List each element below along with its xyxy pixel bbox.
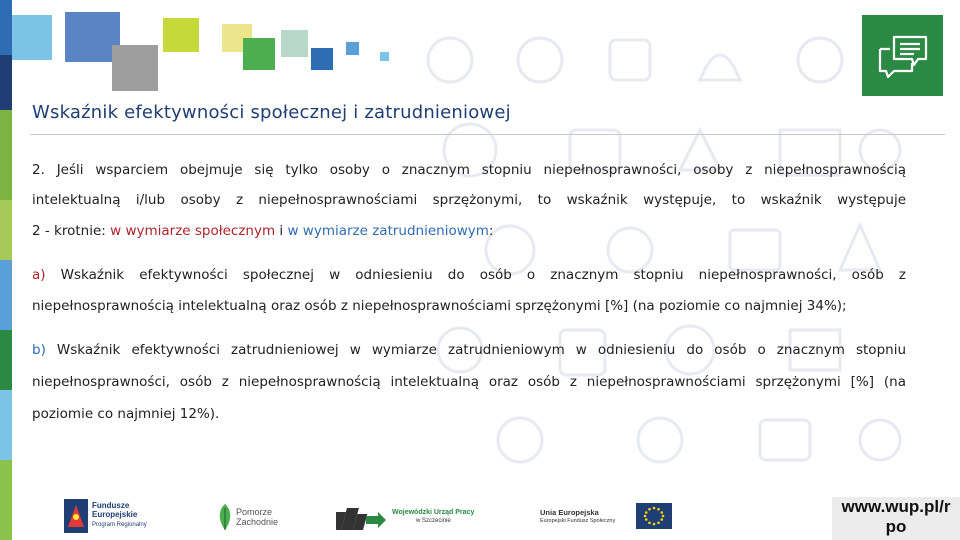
social-dimension-text: w wymiarze społecznym [110,223,276,239]
pomorze-zachodnie-logo: Pomorze Zachodnie [216,500,286,540]
item-b-marker: b) [32,342,46,358]
wup-blocks-icon [336,504,386,532]
unia-europejska-logo: Unia Europejska Europejski Fundusz Społeczny [540,500,680,540]
item-a-marker: a) [32,267,46,283]
wup-szczecin-logo: Wojewódzki Urząd Pracy w Szczecinie [336,500,486,540]
intro-line-1: 2. Jeśli wsparciem obejmuje się tylko osoby o znacznym stopniu niepełnosprawności, osoby z niepełnosprawnością [32,162,906,178]
fundusze-europejskie-logo: Fundusze Europejskie Program Regionalny [64,497,164,537]
item-a-line-2: niepełnosprawnością intelektualną oraz osób z niepełnosprawnościami sprzężonymi [%] (na poziomie co najmniej 34%); [32,298,847,314]
eu-flag-icon [636,503,672,529]
page-title: Wskaźnik efektywności społecznej i zatrudnieniowej [32,102,511,123]
title-divider [30,134,945,135]
chat-icon-box [862,15,943,96]
employment-dimension-text: w wymiarze zatrudnieniowym [287,223,489,239]
item-a-line-1: a) Wskaźnik efektywności społecznej w odniesieniu do osób o znacznym stopniu niepełnosprawności, osób z [32,267,907,283]
pz-leaf-icon [216,502,234,532]
item-b-line-1: b) Wskaźnik efektywności zatrudnieniowej w wymiarze zatrudnieniowym w odniesieniu do osób o znacznym stopniu [32,342,907,358]
intro-line-3: 2 - krotnie: w wymiarze społecznym i w wymiarze zatrudnieniowym: [32,223,494,239]
background-icon-pattern [400,20,940,500]
website-url[interactable]: www.wup.pl/r po [832,497,960,540]
item-b-line-2: niepełnosprawności, osób z niepełnosprawnością intelektualną oraz osób z niepełnosprawnościami sprzężonymi [%] (na [32,374,906,390]
speech-bubbles-icon [876,33,930,79]
intro-line-2: intelektualną i/lub osoby z niepełnosprawnościami sprzężonymi, to wskaźnik występuje, to wskaźnik występuje [32,192,906,208]
fe-star-icon [64,499,88,533]
left-color-bar [0,0,12,540]
item-b-line-3: poziomie co najmniej 12%). [32,406,220,422]
